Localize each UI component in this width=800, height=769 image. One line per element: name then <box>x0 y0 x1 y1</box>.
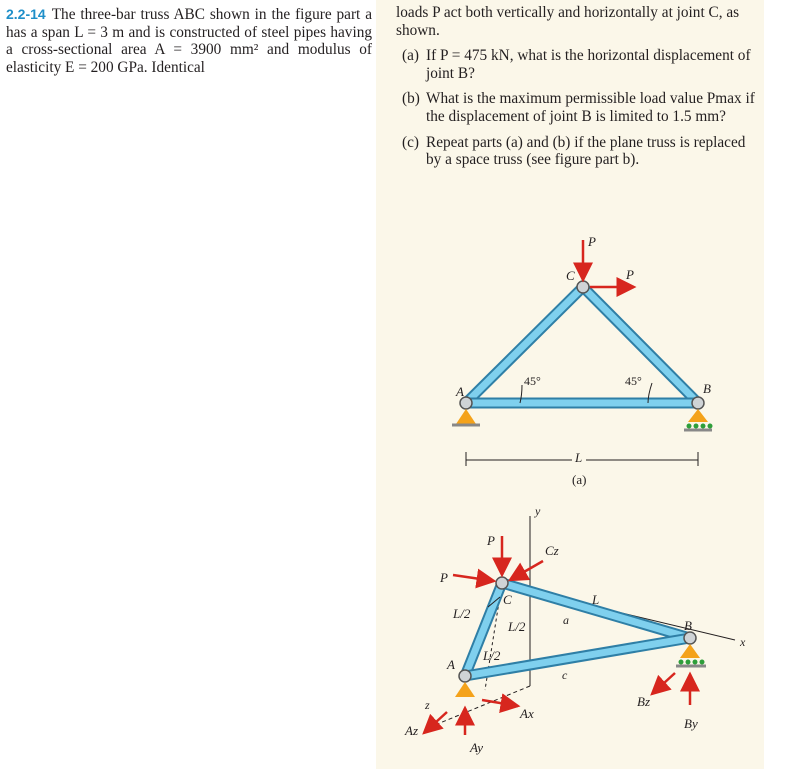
joint-a-pin-3d <box>459 670 471 682</box>
label-b: B <box>703 381 711 396</box>
label-by: By <box>684 716 698 731</box>
reaction-arrow-cz <box>510 561 543 580</box>
label-p-vertical: P <box>588 234 596 249</box>
label-a-lower: a <box>563 613 569 627</box>
roller-support-b <box>688 409 708 422</box>
part-a-label: (a) <box>402 47 419 65</box>
part-b-text: What is the maximum permissible load value Pmax if the displacement of joint B is limited to 1.5 mm? <box>426 90 755 125</box>
part-a-text: If P = 475 kN, what is the horizontal displacement of joint B? <box>426 47 751 82</box>
truss-members-a <box>466 287 698 403</box>
label-p-vertical-3d: P <box>487 533 495 548</box>
label-angle-right: 45° <box>625 374 642 388</box>
label-p-horizontal-3d: P <box>440 570 448 585</box>
problem-text-right: loads P act both vertically and horizontally at joint C, as shown. <box>396 4 740 39</box>
label-c-lower: c <box>562 668 568 682</box>
part-c-label: (c) <box>402 133 419 151</box>
label-a-3d: A <box>447 657 455 672</box>
label-b-3d: B <box>684 618 692 633</box>
label-p-horizontal: P <box>626 267 634 282</box>
label-ay: Ay <box>470 740 483 755</box>
label-z-axis: z <box>425 698 430 712</box>
label-l2-1: L/2 <box>453 606 471 621</box>
label-span: L <box>575 450 583 465</box>
rollers-b <box>687 424 713 429</box>
label-l2-3: L/2 <box>483 648 501 663</box>
part-b-label: (b) <box>402 90 420 108</box>
roller-support-b-3d <box>680 644 700 658</box>
figure-b <box>404 504 746 755</box>
label-l2-2: L/2 <box>508 619 526 634</box>
joint-c-pin <box>577 281 589 293</box>
figure-a <box>452 234 713 487</box>
load-arrow-horizontal-3d <box>453 575 494 581</box>
reaction-arrow-bz <box>652 673 675 694</box>
pin-support-a-3d <box>455 682 475 697</box>
problem-number: 2.2-14 <box>6 6 46 22</box>
label-angle-left: 45° <box>524 374 541 388</box>
joint-c-pin-3d <box>496 577 508 589</box>
label-x-axis: x <box>740 635 746 649</box>
reaction-arrow-az <box>424 712 447 733</box>
pin-support-a <box>456 409 476 424</box>
label-c-3d: C <box>503 592 512 607</box>
label-ax: Ax <box>520 706 534 721</box>
label-bz: Bz <box>637 694 650 709</box>
label-cz: Cz <box>545 543 559 558</box>
label-az: Az <box>405 723 418 738</box>
part-c-text: Repeat parts (a) and (b) if the plane truss is replaced by a space truss (see figure part b). <box>426 133 746 169</box>
label-c: C <box>566 268 575 283</box>
label-a: A <box>456 384 464 399</box>
joint-b-pin <box>692 397 704 409</box>
label-y-axis: y <box>535 504 541 518</box>
caption-a: (a) <box>572 472 587 487</box>
joint-b-pin-3d <box>684 632 696 644</box>
label-l: L <box>592 592 600 607</box>
problem-text-left: The three-bar truss ABC shown in the figure part a has a span L = 3 m and is constructed of steel pipes having a cross-sectional area A = 3900 mm² and modulus of elasticity E = 200 GPa. Identical <box>6 6 372 76</box>
rollers-b-3d <box>679 660 705 665</box>
